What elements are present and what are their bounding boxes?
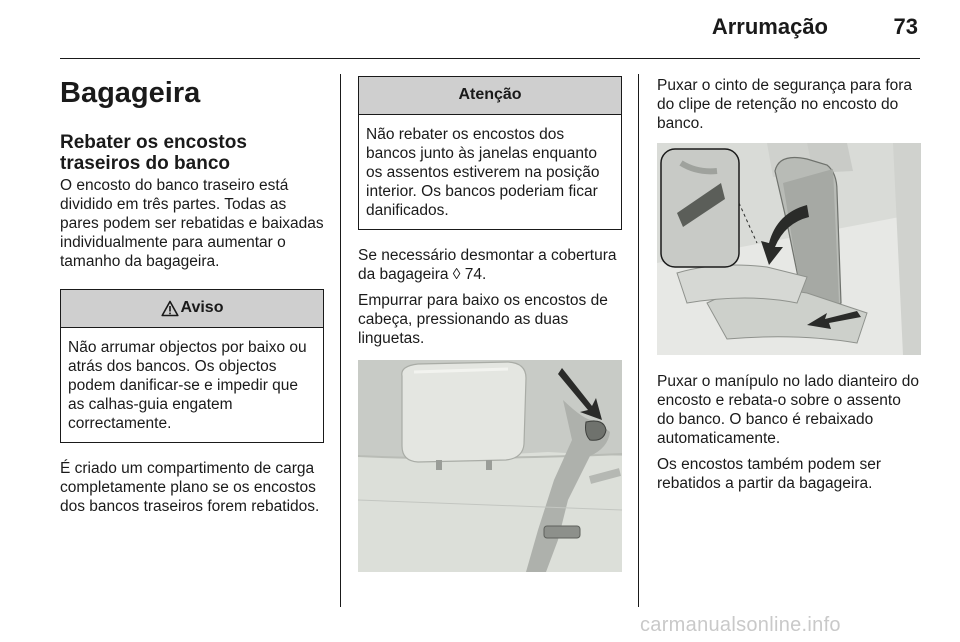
warning-box bbox=[60, 289, 324, 443]
watermark: carmanualsonline.info bbox=[640, 614, 841, 636]
warning-triangle-icon bbox=[161, 300, 179, 317]
outro-paragraph: É criado um compartimento de carga completamente plano se os encostos dos bancos traseiros forem rebatidos. bbox=[60, 460, 320, 515]
column-left bbox=[60, 72, 324, 523]
column-divider bbox=[340, 74, 341, 607]
caution-box bbox=[358, 76, 622, 230]
paragraph: Se necessário desmontar a cobertura da bagageira ◊ 74. bbox=[358, 247, 617, 283]
running-header-title: Arrumação bbox=[711, 14, 828, 39]
fold-seat-illustration bbox=[657, 143, 921, 360]
caution-header: Atenção bbox=[359, 77, 621, 115]
paragraph: Os encostos também podem ser rebatidos a partir da bagageira. bbox=[657, 456, 881, 492]
column-right bbox=[657, 76, 921, 500]
paragraph: Empurrar para baixo os encostos de cabeça, pressionando as duas linguetas. bbox=[358, 292, 608, 347]
paragraph: Puxar o manípulo no lado dianteiro do encosto e rebata-o sobre o assento do banco. O banco é rebaixado automaticamente. bbox=[657, 373, 919, 447]
intro-paragraph: O encosto do banco traseiro está dividido em três partes. Todas as pares podem ser rebatidas e baixadas individualmente para aumentar o tamanho da bagageira. bbox=[60, 177, 324, 270]
column-middle bbox=[358, 76, 622, 589]
headrest-illustration bbox=[358, 360, 622, 577]
headrest-belt-image bbox=[358, 360, 622, 572]
column-divider bbox=[638, 74, 639, 607]
caution-text: Não rebater os encostos dos bancos junto às janelas enquanto os assentos estiverem na posição interior. Os bancos poderiam ficar danificados. bbox=[366, 126, 600, 219]
warning-header bbox=[61, 290, 323, 328]
warning-text: Não arrumar objectos por baixo ou atrás dos bancos. Os objectos podem danificar-se e impedir que as calhas-guia engatem correctamente. bbox=[68, 339, 307, 432]
section-heading: Bagageira bbox=[60, 77, 201, 109]
header-rule bbox=[60, 58, 920, 59]
page-number: 73 bbox=[893, 14, 918, 39]
subsection-heading: Rebater os encostos traseiros do banco bbox=[60, 132, 247, 174]
warning-title: Aviso bbox=[180, 299, 224, 316]
fold-seat-image bbox=[657, 143, 921, 355]
paragraph: Puxar o cinto de segurança para fora do clipe de retenção no encosto do banco. bbox=[657, 77, 913, 132]
